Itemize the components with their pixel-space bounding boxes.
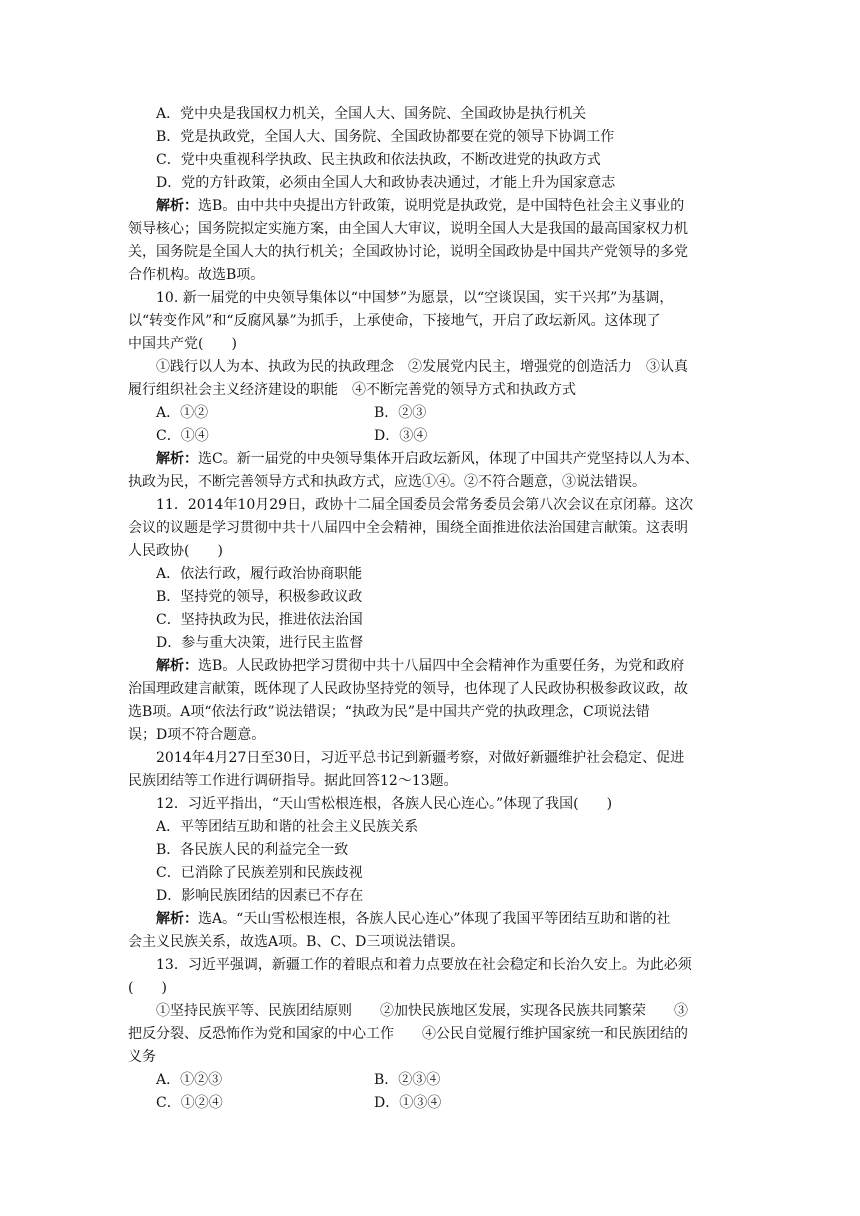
q13-option-a: A．①②③: [156, 1072, 223, 1088]
q12-analysis-text: 选A。“天山雪松根连根，各族人民心连心”体现了我国平等团结互助和谐的社: [198, 911, 671, 927]
q10-option-b: B．②③: [374, 405, 427, 421]
q10-items-line: 履行组织社会主义经济建设的职能 ④不断完善党的领导方式和执政方式: [128, 382, 576, 398]
q9-option-a: A．党中央是我国权力机关，全国人大、国务院、全国政协是执行机关: [156, 106, 587, 122]
q10-analysis-text: 选C。新一届党的中央领导集体开启政坛新风，体现了中国共产党坚持以人为本、: [198, 451, 699, 467]
q10-stem-line: 中国共产党( ): [128, 336, 237, 352]
q9-option-d: D．党的方针政策，必须由全国人大和政协表决通过，才能上升为国家意志: [156, 175, 616, 191]
document-page: [128, 103, 738, 1115]
q11-stem-line: 人民政协( ): [128, 543, 223, 559]
q12-option-b: B．各民族人民的利益完全一致: [156, 842, 349, 858]
q11-analysis-line: 治国理政建言献策，既体现了人民政协坚持党的领导，也体现了人民政协积极参政议政，故: [128, 681, 688, 697]
q11-stem-line: 11．2014年10月29日，政协十二届全国委员会常务委员会第八次会议在京闭幕。这次: [156, 497, 694, 513]
q9-analysis-line: [128, 195, 738, 218]
q13-stem-line: ( ): [128, 980, 167, 996]
q9-option-c: C．党中央重视科学执政、民主执政和依法执政，不断改进党的执政方式: [156, 152, 601, 168]
q11-option-d: D．参与重大决策，进行民主监督: [156, 635, 364, 651]
q11-option-a: A．依法行政，履行政治协商职能: [156, 566, 363, 582]
q9-option-b: B．党是执政党，全国人大、国务院、全国政协都要在党的领导下协调工作: [156, 129, 615, 145]
q12-analysis-line: [128, 908, 738, 931]
analysis-label: 解析：: [156, 911, 198, 927]
q11-analysis-line: 误；D项不符合题意。: [128, 727, 266, 743]
q10-stem-line: 10. 新一届党的中央领导集体以“中国梦”为愿景，以“空谈误国，实干兴邦”为基调，: [156, 290, 674, 306]
q10-stem-line: 以“转变作风”和“反腐风暴”为抓手，上承使命，下接地气，开启了政坛新风。这体现了: [128, 313, 661, 329]
analysis-label: 解析：: [156, 451, 198, 467]
q11-analysis-line: 选B项。A项“依法行政”说法错误；“执政为民”是中国共产党的执政理念，C项说法错: [128, 704, 650, 720]
q9-analysis-text: 选B。由中共中央提出方针政策，说明党是执政党，是中国特色社会主义事业的: [198, 198, 685, 214]
q13-items-line: 把反分裂、反恐怖作为党和国家的中心工作 ④公民自觉履行维护国家统一和民族团结的: [128, 1026, 688, 1042]
q13-option-d: D．①③④: [374, 1095, 442, 1111]
q12-analysis-line: 会主义民族关系，故选A项。B、C、D三项说法错误。: [128, 934, 465, 950]
q9-analysis-line: 合作机构。故选B项。: [128, 267, 265, 283]
q10-items-line: ①践行以人为本、执政为民的执政理念 ②发展党内民主，增强党的创造活力 ③认真: [156, 359, 688, 375]
q10-options-row: [128, 402, 738, 425]
intro-line: 2014年4月27日至30日，习近平总书记到新疆考察，对做好新疆维护社会稳定、促进: [156, 750, 685, 766]
analysis-label: 解析：: [156, 198, 198, 214]
q10-analysis-line: [128, 448, 738, 471]
q13-options-row: [128, 1069, 738, 1092]
q9-analysis-line: 关，国务院是全国人大的执行机关；全国政协讨论，说明全国政协是中国共产党领导的多党: [128, 244, 688, 260]
q13-stem-line: 13．习近平强调，新疆工作的着眼点和着力点要放在社会稳定和长治久安上。为此必须: [156, 957, 692, 973]
q10-options-row: [128, 425, 738, 448]
q11-option-b: B．坚持党的领导，积极参政议政: [156, 589, 363, 605]
q12-option-d: D．影响民族团结的因素已不存在: [156, 888, 364, 904]
q11-analysis-line: [128, 655, 738, 678]
q12-option-a: A．平等团结互助和谐的社会主义民族关系: [156, 819, 419, 835]
analysis-label: 解析：: [156, 658, 198, 674]
q13-option-c: C．①②④: [156, 1095, 223, 1111]
q10-analysis-line: 执政为民，不断完善领导方式和执政方式，应选①④。②不符合题意，③说法错误。: [128, 474, 646, 490]
q13-option-b: B．②③④: [374, 1072, 441, 1088]
q10-option-a: A．①②: [156, 405, 209, 421]
q12-stem: 12．习近平指出，“天山雪松根连根，各族人民心连心。”体现了我国( ): [156, 796, 613, 812]
q13-options-row: [128, 1092, 738, 1115]
intro-line: 民族团结等工作进行调研指导。据此回答12～13题。: [128, 773, 458, 789]
q9-analysis-line: 领导核心；国务院拟定实施方案，由全国人大审议，说明全国人大是我国的最高国家权力机: [128, 221, 688, 237]
q13-items-line: ①坚持民族平等、民族团结原则 ②加快民族地区发展，实现各民族共同繁荣 ③: [156, 1003, 688, 1019]
q11-stem-line: 会议的议题是学习贯彻中共十八届四中全会精神，围绕全面推进依法治国建言献策。这表明: [128, 520, 688, 536]
q10-option-c: C．①④: [156, 428, 209, 444]
q11-analysis-text: 选B。人民政协把学习贯彻中共十八届四中全会精神作为重要任务，为党和政府: [198, 658, 685, 674]
q12-option-c: C．已消除了民族差别和民族歧视: [156, 865, 363, 881]
q13-items-line: 义务: [128, 1049, 156, 1065]
q11-option-c: C．坚持执政为民，推进依法治国: [156, 612, 363, 628]
q10-option-d: D．③④: [374, 428, 428, 444]
